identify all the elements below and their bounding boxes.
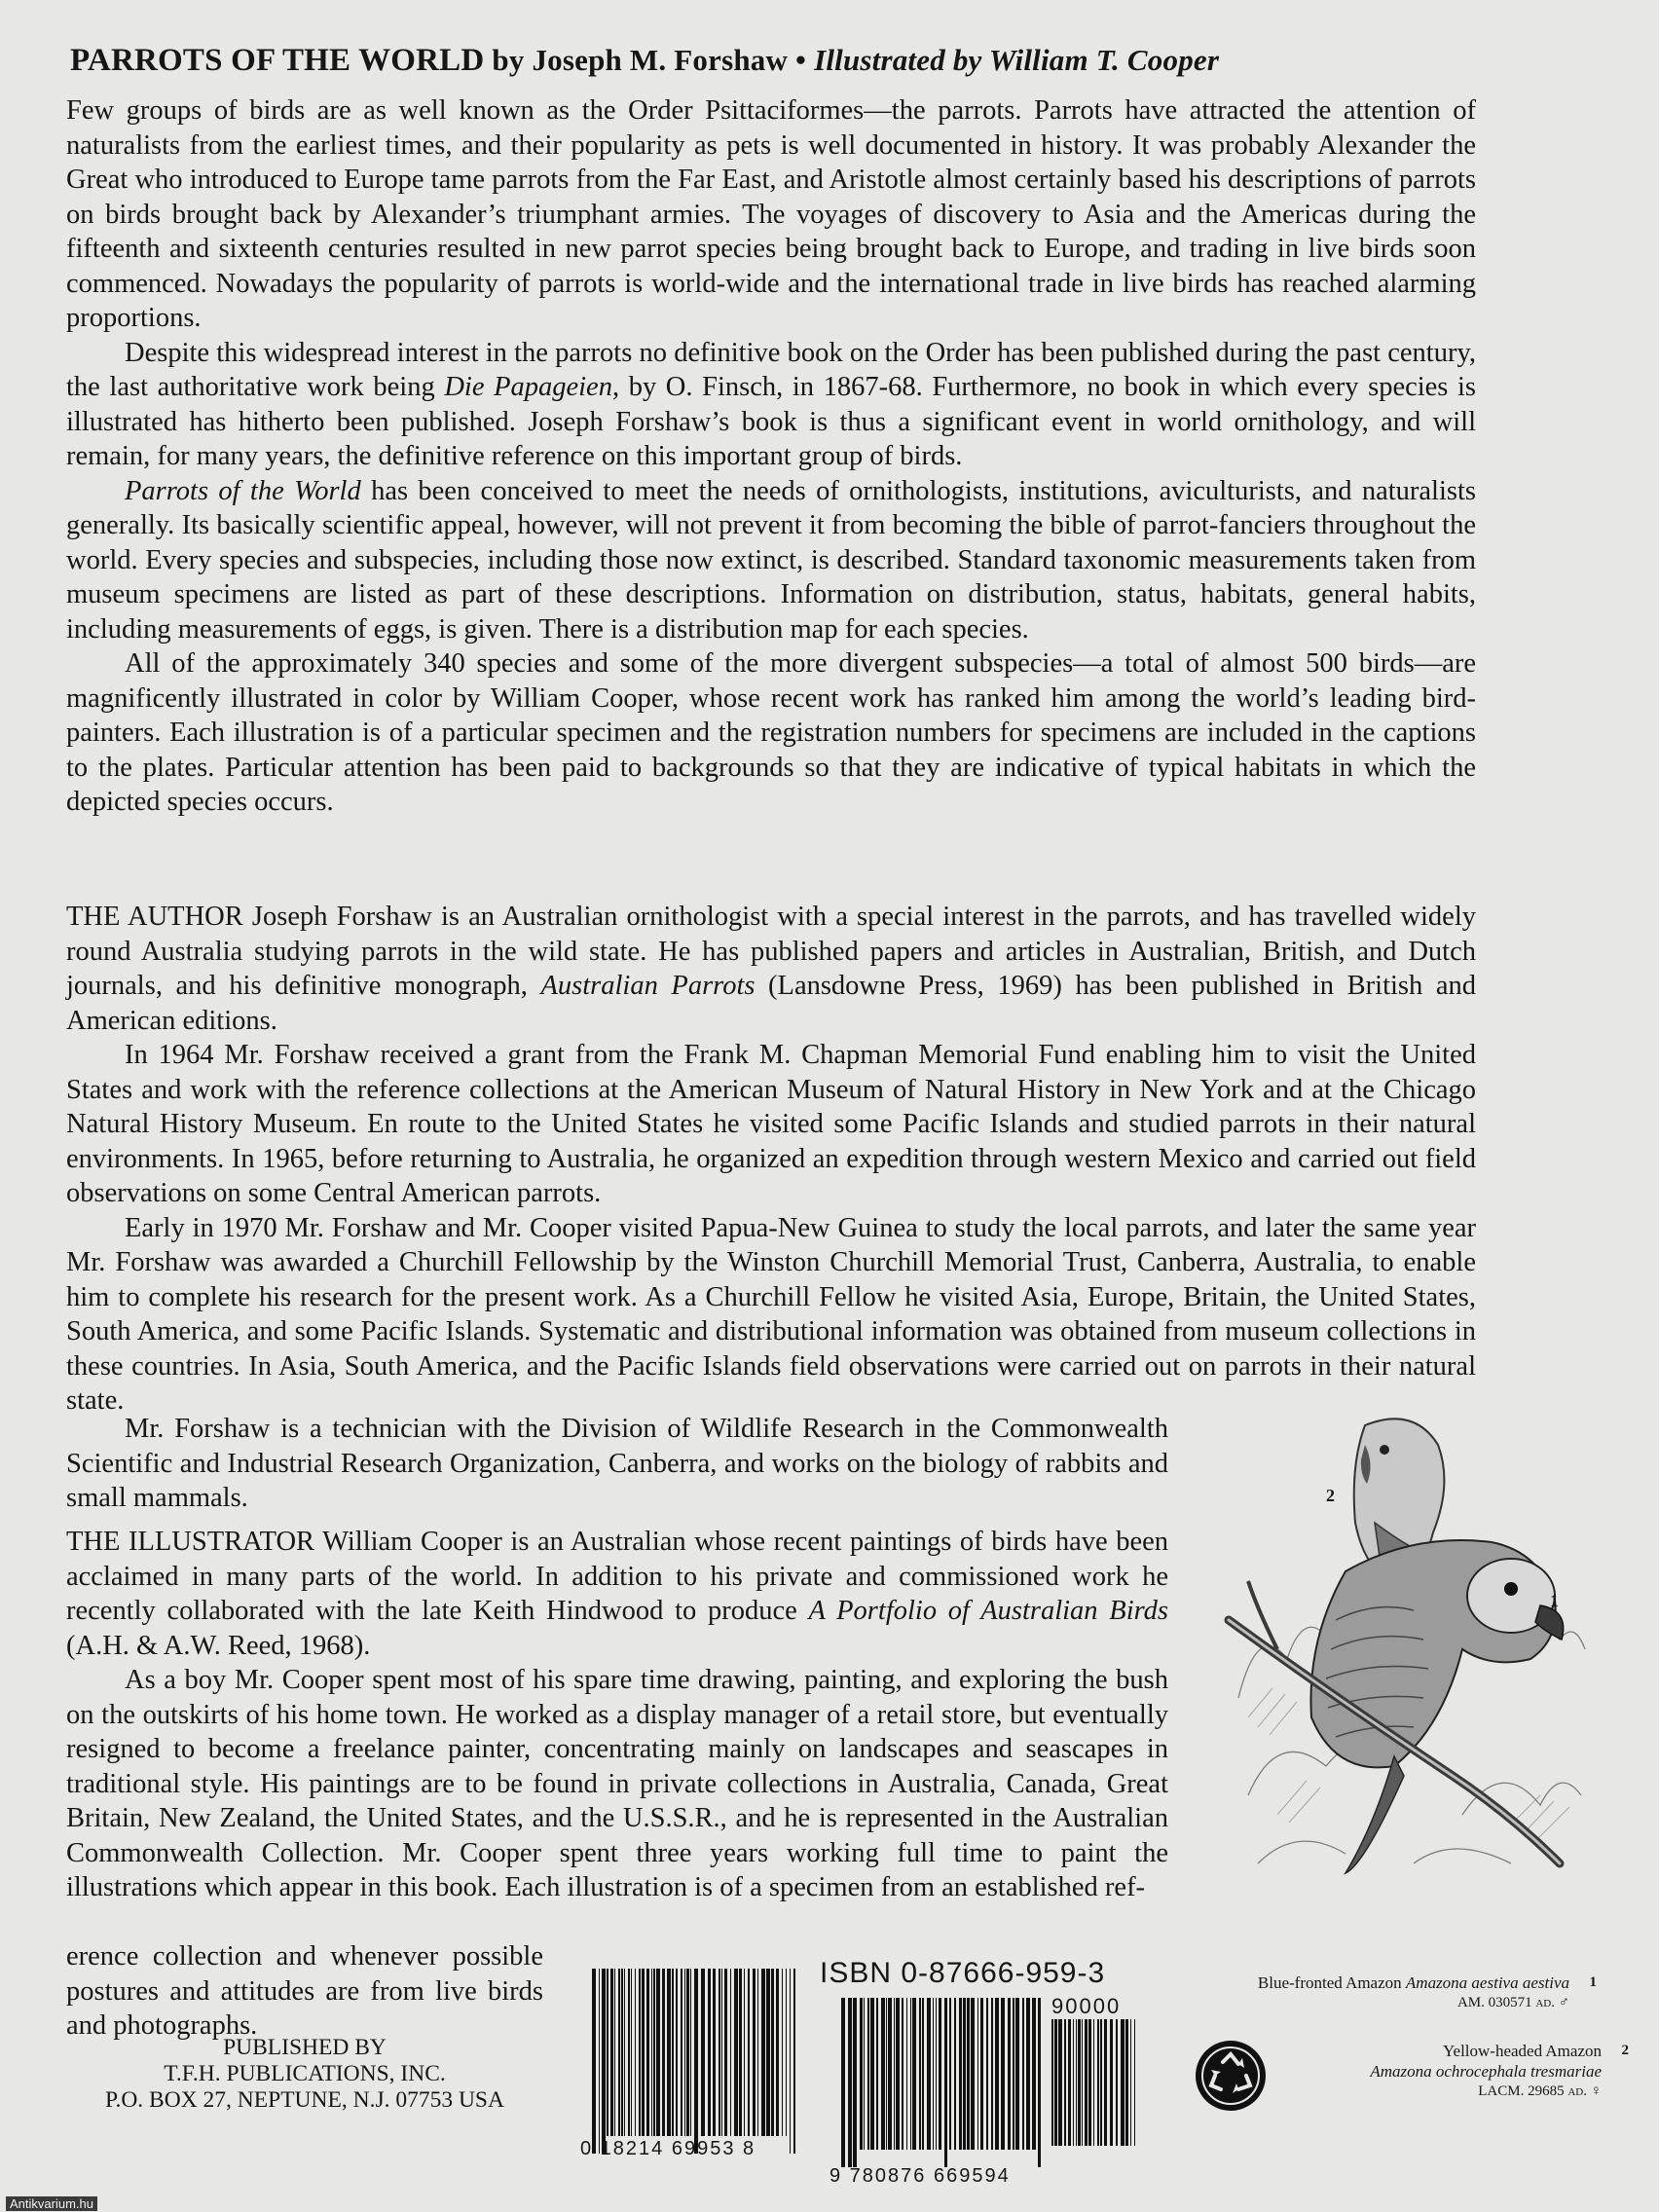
barcode-bar: [748, 1969, 750, 2136]
barcode-bar: [1001, 1998, 1005, 2150]
barcode-bar: [1008, 1998, 1011, 2150]
barcode-bar: [734, 1969, 738, 2136]
barcode-bar: [1100, 2019, 1102, 2146]
barcode-bar: [739, 1969, 742, 2136]
barcode-bar: [628, 1969, 630, 2136]
barcode-bar: [963, 1998, 966, 2150]
barcode-bar: [1121, 2019, 1124, 2146]
intro-paragraph-1: Few groups of birds are as well known as the Order Psittaciformes—the parrots. Parrots have attracted the attention of naturalists from the earliest times, and their popularity as pets is well documented in history. It was probably Alexander the Great who introduced to Europe tame parrots from the Far East, and Aristotle almost certainly based his descriptions of parrots on birds brought back by Alexander’s triumphant armies. The voyages of discovery to Asia and the Americas during the fifteenth and sixteenth centuries resulted in new parrot species being brought back to Europe, and trading in live birds soon commenced. Nowadays the popularity of parrots is world-wide and the international trade in live birds has reached alarming proportions.: [66, 95, 1476, 333]
barcode-bar: [910, 1998, 911, 2150]
parrot-illustration: [1219, 1406, 1589, 1912]
barcode-bar: [771, 1969, 774, 2136]
barcode-bar: [1068, 2019, 1071, 2146]
barcode-bar: [793, 1969, 795, 2154]
barcode-bar: [876, 1998, 878, 2150]
book-title: PARROTS OF THE WORLD: [70, 43, 485, 78]
barcode-bar: [1125, 2019, 1128, 2146]
barcode-bar: [867, 1998, 869, 2150]
bullet: •: [795, 43, 807, 77]
barcode-bar: [1026, 1998, 1030, 2150]
barcode-bar: [1082, 2019, 1083, 2146]
barcode-bar: [1013, 1998, 1014, 2150]
barcode-bar: [721, 1969, 722, 2136]
barcode-bar: [1051, 2019, 1053, 2146]
barcode-bar: [954, 1998, 956, 2150]
caption-1-number: 1: [1589, 1974, 1597, 1990]
ean-digits: 9 780876 669594: [830, 2165, 1011, 2187]
barcode-bar: [667, 1969, 671, 2136]
barcode-bar: [1073, 2019, 1074, 2146]
caption-2-name: Yellow-headed Amazon: [1442, 2042, 1602, 2060]
publisher-name: T.F.H. PUBLICATIONS, INC.: [164, 2061, 446, 2086]
price-bars: [1051, 2019, 1135, 2146]
barcode-bar: [1038, 1998, 1041, 2167]
barcode-bar: [1054, 2019, 1057, 2146]
barcode-bar: [1110, 2019, 1113, 2146]
barcode-bar: [701, 1969, 705, 2136]
ean-bars: [841, 1998, 1041, 2167]
author-paragraph-3: Early in 1970 Mr. Forshaw and Mr. Cooper visited Papua-New Guinea to study the local parrots, and later the same year Mr. Forshaw was awarded a Churchill Fellowship by the Winston Churchill Memorial Trust, Canberra, Australia, to enable him to complete his research for the present work. As a Churchill Fellow he visited Asia, Europe, Britain, the United States, South America, and some Pacific Islands. Systematic and distributional information was obtained from museum collections in these countries. In Asia, South America, and the Pacific Islands field observations were carried out on parrots in their natural state.: [66, 1212, 1476, 1416]
barcode-bar: [653, 1969, 655, 2136]
barcode-bar: [651, 1969, 652, 2136]
barcode-bar: [786, 1969, 787, 2136]
barcode-bar: [906, 1998, 907, 2150]
ean-barcode: [839, 1998, 1048, 2169]
barcode-bar: [610, 1969, 613, 2136]
barcode-bar: [977, 1998, 978, 2150]
barcode-bar: [841, 1998, 845, 2167]
author-paragraph-1: THE AUTHOR Joseph Forshaw is an Australian ornithologist with a special interest in the parrots, and has travelled widely round Australia studying parrots in the wild state. He has published papers and articles in Australian, British, and Dutch journals, and his definitive monograph, Australian Parrots (Lansdowne Press, 1969) has been published in British and American editions.: [66, 902, 1476, 1036]
barcode-bar: [618, 1969, 620, 2136]
barcode-bar: [676, 1969, 678, 2136]
caption-1-name: Blue-fronted Amazon: [1257, 1973, 1406, 1992]
barcode-bar: [860, 1998, 863, 2150]
barcode-bar: [621, 1969, 623, 2136]
barcode-bar: [870, 1998, 874, 2150]
barcode-bar: [776, 1969, 779, 2136]
barcode-bar: [1032, 1998, 1036, 2150]
barcode-bar: [1085, 2019, 1088, 2146]
barcode-bar: [753, 1969, 756, 2136]
barcode-bar: [631, 1969, 632, 2136]
plate-number-2: 2: [1326, 1486, 1335, 1505]
caption-1-specimen: AM. 030571 ad. ♂: [1456, 1995, 1569, 2010]
author-byline: by Joseph M. Forshaw: [492, 43, 789, 77]
barcode-bar: [713, 1969, 716, 2136]
barcode-bar: [991, 1998, 993, 2150]
barcode-bar: [1116, 2019, 1118, 2146]
barcode-bar: [848, 1998, 852, 2167]
barcode-bar: [902, 1998, 903, 2150]
barcode-bar: [1130, 2019, 1131, 2146]
barcode-bar: [980, 1998, 983, 2150]
barcode-bar: [642, 1969, 645, 2136]
barcode-bar: [724, 1969, 727, 2136]
barcode-bar: [986, 1998, 988, 2150]
published-by: PUBLISHED BY: [223, 2035, 387, 2060]
barcode-bar: [708, 1969, 711, 2136]
barcode-bar: [681, 1969, 682, 2136]
barcode-bar: [672, 1969, 674, 2136]
barcode-bar: [881, 1998, 885, 2150]
barcode-bar: [971, 1998, 975, 2150]
barcode-bar: [888, 1998, 892, 2150]
barcode-bar: [1104, 2019, 1107, 2146]
price-code: 90000: [1051, 1994, 1122, 2018]
upc-barcode: [590, 1969, 800, 2163]
barcode-bar: [766, 1969, 770, 2136]
barcode-bar: [1093, 2019, 1094, 2146]
barcode-bar: [730, 1969, 731, 2136]
barcode-bar: [1078, 2019, 1081, 2146]
barcode-bar: [949, 1998, 951, 2150]
author-paragraph-2: In 1964 Mr. Forshaw received a grant from the Frank M. Chapman Memorial Fund enabling him to visit the United States and work with the reference collections at the American Museum of Natural History in New York and at the Chicago Natural History Museum. En route to the United States he visited some Pacific Islands and studied parrots in their natural environments. In 1965, before returning to Australia, he organized an expedition through western Mexico and carried out field observations on some Central American parrots.: [66, 1040, 1476, 1208]
barcode-bar: [1064, 2019, 1066, 2146]
recycle-seal-icon: [1194, 2039, 1268, 2113]
barcode-bar: [886, 1998, 887, 2150]
barcode-bar: [936, 1998, 937, 2150]
caption-1: [1168, 1972, 1597, 2013]
barcode-bar: [922, 1998, 924, 2150]
price-barcode: [1050, 2019, 1143, 2165]
barcode-bar: [656, 1969, 660, 2136]
barcode-bar: [1097, 2019, 1099, 2146]
barcode-bar: [599, 1969, 600, 2154]
intro-paragraph-3: Parrots of the World has been conceived to meet the needs of ornithologists, institutions, aviculturists, and naturalists generally. Its basically scientific appeal, however, will not prevent it from becoming the bible of parrot-fanciers throughout the world. Every species and subspecies, including those now extinct, is described. Standard taxonomic measurements taken from museum specimens are listed as part of these descriptions. Information on distribution, status, habitats, general habits, including measurements of eggs, is given. There is a distribution map for each species.: [66, 475, 1476, 645]
barcode-bar: [602, 1969, 606, 2154]
barcode-bar: [853, 1998, 857, 2167]
plate-number-1: 1: [1550, 1591, 1559, 1610]
barcode-bar: [1015, 1998, 1019, 2150]
barcode-bar: [1088, 2019, 1091, 2146]
barcode-bar: [592, 1969, 596, 2154]
illustrator-paragraph-1: THE ILLUSTRATOR William Cooper is an Australian whose recent paintings of birds have been acclaimed in many parts of the world. In addition to his private and commissioned work he recently collaborated with the late Keith Hindwood to produce A Portfolio of Australian Birds (A.H. & A.W. Reed, 1968).: [66, 1527, 1168, 1661]
author-section: [66, 900, 1476, 1419]
barcode-bar: [686, 1969, 689, 2136]
barcode-bar: [939, 1998, 941, 2150]
intro-paragraph-2: Despite this widespread interest in the parrots no definitive book on the Order has been published during the past century, the last authoritative work being Die Papageien, by O. Finsch, in 1867-68. Furthermore, no book in which every species is illustrated has hitherto been published. Joseph Forshaw’s book is thus a significant event in world ornithology, and will remain, for many years, the definitive reference on this important group of birds.: [66, 337, 1477, 471]
barcode-bar: [684, 1969, 685, 2136]
upc-digits: 0 18214 69953 8: [580, 2138, 756, 2159]
barcode-bar: [782, 1969, 783, 2136]
isbn-label: ISBN 0-87666-959-3: [820, 1957, 1106, 1989]
barcode-bar: [719, 1969, 720, 2136]
caption-2: [1266, 2041, 1629, 2102]
illustrator-section: [66, 1525, 1168, 1905]
barcode-bar: [662, 1969, 665, 2136]
barcode-bar: [646, 1969, 649, 2136]
watermark: Antikvarium.hu: [6, 2196, 97, 2211]
barcode-bar: [761, 1969, 765, 2136]
barcode-bar: [1134, 2019, 1135, 2146]
barcode-bar: [624, 1969, 625, 2136]
cover-title: [70, 43, 1608, 79]
barcode-bar: [635, 1969, 636, 2136]
illustrator-paragraph-tail-block: [66, 1939, 543, 2044]
barcode-bar: [790, 1969, 791, 2154]
barcode-bar: [639, 1969, 641, 2136]
barcode-bar: [967, 1998, 970, 2150]
caption-1-latin: Amazona aestiva aestiva: [1405, 1973, 1569, 1992]
intro-section: [66, 93, 1476, 820]
author-paragraph-4: Mr. Forshaw is a technician with the Division of Wildlife Research in the Commonwealth Scientific and Industrial Research Organization, Canberra, and works on the biology of rabbits and small mammals.: [66, 1414, 1168, 1513]
caption-2-number: 2: [1621, 2043, 1629, 2058]
barcode-bar: [694, 1969, 698, 2154]
barcode-bar: [944, 1998, 947, 2167]
barcode-bar: [690, 1969, 691, 2136]
barcode-bar: [1022, 1998, 1024, 2150]
barcode-bar: [896, 1998, 900, 2150]
barcode-bar: [894, 1998, 895, 2150]
barcode-bar: [607, 1969, 608, 2136]
barcode-bar: [919, 1998, 921, 2150]
barcode-bar: [864, 1998, 865, 2150]
barcode-bar: [959, 1998, 962, 2150]
author-paragraph-4-block: [66, 1412, 1168, 1516]
illustrator-paragraph-2: As a boy Mr. Cooper spent most of his spare time drawing, painting, and exploring the bush on the outskirts of his home town. He worked as a display manager of a retail store, but eventually resigned to become a freelance painter, concentrating mainly on landscapes and seascapes in traditional style. His paintings are to be found in private collections in Australia, Canada, Great Britain, New Zealand, the United States, and the U.S.S.R., and he is represented in the Australian Commonwealth Collection. Mr. Cooper spent three years working full time to paint the illustrations which appear in this book. Each illustration is of a specimen from an established ref-: [66, 1665, 1168, 1902]
publisher-block: [66, 2035, 543, 2114]
barcode-bar: [614, 1969, 615, 2136]
barcode-bar: [744, 1969, 745, 2136]
barcode-bar: [995, 1998, 999, 2150]
barcode-bar: [912, 1998, 916, 2150]
barcode-bar: [1058, 2019, 1062, 2146]
barcode-bar: [757, 1969, 758, 2136]
illustrator-paragraph-tail: erence collection and whenever possible postures and attitudes are from live birds and photographs.: [66, 1941, 543, 2041]
intro-paragraph-4: All of the approximately 340 species and some of the more divergent subspecies—a total of almost 500 birds—are magnificently illustrated in color by William Cooper, whose recent work has ranked him among the world’s leading bird-painters. Each illustration is of a particular specimen and the registration numbers for specimens are included in the captions to the plates. Particular attention has been paid to backgrounds so that they are indicative of typical habitats in which the depicted species occurs.: [66, 648, 1476, 817]
barcode-bar: [927, 1998, 931, 2150]
caption-2-latin: Amazona ochrocephala tresmariae: [1370, 2062, 1602, 2081]
barcode-bar: [1076, 2019, 1077, 2146]
illustrator-byline: Illustrated by William T. Cooper: [814, 43, 1220, 77]
barcode-bar: [933, 1998, 934, 2150]
caption-2-specimen: LACM. 29685 ad. ♀: [1478, 2083, 1602, 2099]
publisher-address: P.O. BOX 27, NEPTUNE, N.J. 07753 USA: [105, 2087, 504, 2113]
